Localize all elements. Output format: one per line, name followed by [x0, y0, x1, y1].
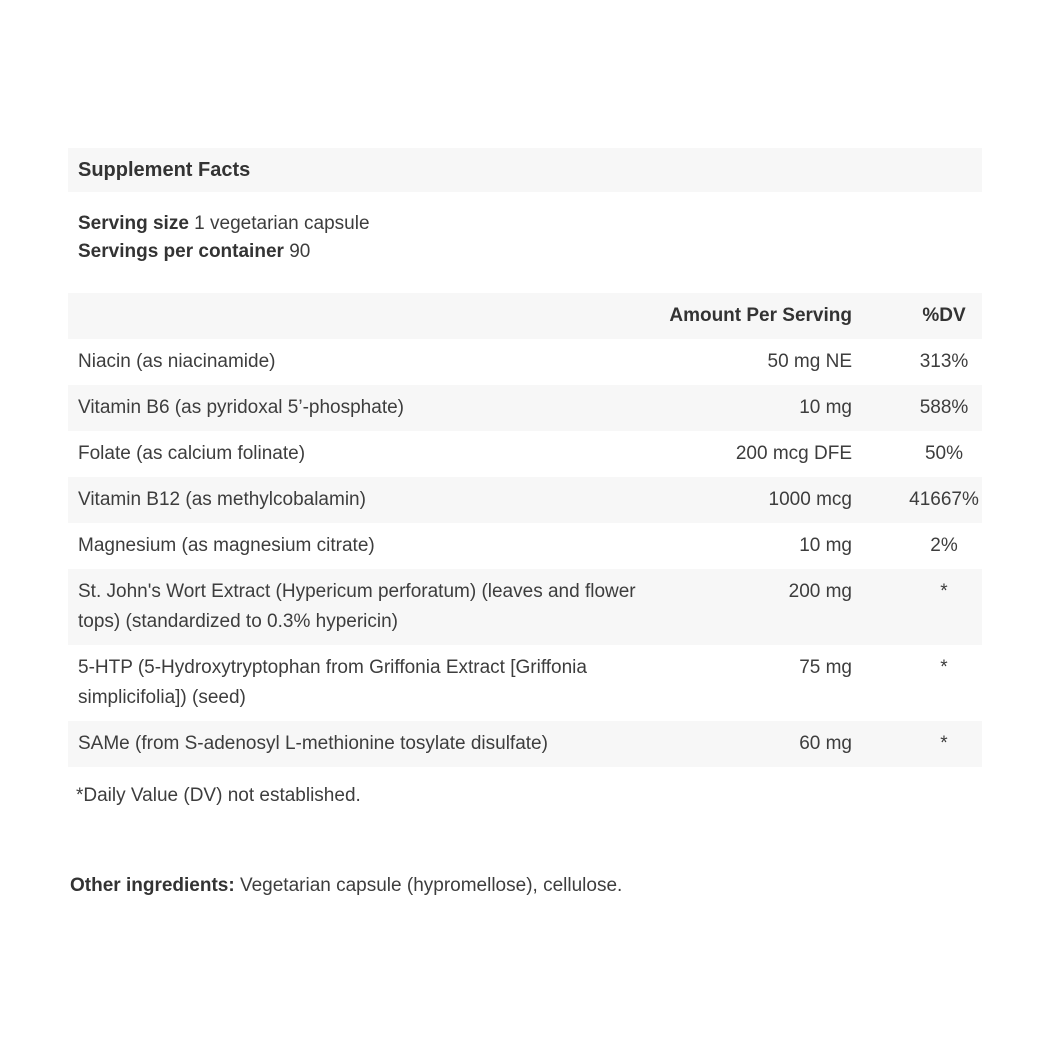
table-row: [68, 477, 982, 523]
serving-size-label: Serving size: [78, 213, 189, 234]
other-ingredients-value: Vegetarian capsule (hypromellose), cellulose.: [239, 875, 623, 896]
ingredient-cell: Vitamin B12 (as methylcobalamin): [78, 489, 366, 510]
table-row: [68, 385, 982, 431]
label-content: [68, 148, 982, 900]
ingredient-cell: Magnesium (as magnesium citrate): [78, 535, 375, 556]
other-ingredients-label: Other ingredients:: [70, 875, 235, 896]
ingredient-cell: Folate (as calcium folinate): [78, 443, 306, 464]
serving-info: [78, 210, 982, 266]
serving-size-line: [78, 210, 982, 238]
amount-cell: 200 mcg DFE: [735, 443, 852, 464]
ingredient-column-header: [68, 293, 638, 339]
amount-cell: 1000 mcg: [768, 489, 852, 510]
servings-per-container-label: Servings per container: [78, 241, 284, 262]
table-row: [68, 523, 982, 569]
ingredient-cell: St. John's Wort Extract (Hypericum perforatum) (leaves and flower tops) (standardized to 0.3% hypericin): [78, 581, 636, 632]
amount-cell: 60 mg: [799, 733, 852, 754]
amount-cell: 10 mg: [799, 397, 852, 418]
dv-cell: *: [940, 581, 948, 602]
table-header: [68, 293, 982, 339]
panel-title: Supplement Facts: [78, 159, 251, 181]
dv-column-header: %DV: [922, 305, 966, 326]
amount-cell: 10 mg: [799, 535, 852, 556]
dv-cell: *: [940, 657, 948, 678]
table-body: [68, 339, 982, 767]
servings-per-container-value: 90: [289, 241, 311, 262]
table-row: [68, 431, 982, 477]
ingredient-cell: 5-HTP (5-Hydroxytryptophan from Griffonia Extract [Griffonia simplicifolia]) (seed): [78, 657, 587, 708]
servings-per-container-line: [78, 238, 982, 266]
amount-per-serving-column-header: Amount Per Serving: [669, 305, 852, 326]
dv-cell: 2%: [930, 535, 958, 556]
table-row: [68, 645, 982, 721]
table-header-row: [68, 293, 982, 339]
other-ingredients-line: [70, 872, 982, 900]
amount-cell: 200 mg: [788, 581, 852, 602]
amount-cell: 75 mg: [799, 657, 852, 678]
dv-cell: 588%: [919, 397, 969, 418]
table-row: [68, 339, 982, 385]
dv-cell: 50%: [924, 443, 964, 464]
table-row: [68, 721, 982, 767]
supplement-facts-title-bar: [68, 148, 982, 192]
amount-cell: 50 mg NE: [767, 351, 852, 372]
dv-cell: 313%: [919, 351, 969, 372]
serving-size-value: 1 vegetarian capsule: [194, 213, 370, 234]
ingredient-cell: Niacin (as niacinamide): [78, 351, 276, 372]
table-row: [68, 569, 982, 645]
supplement-facts-table: [68, 293, 982, 767]
ingredient-cell: Vitamin B6 (as pyridoxal 5’-phosphate): [78, 397, 404, 418]
daily-value-footnote: *Daily Value (DV) not established.: [76, 785, 361, 806]
dv-cell: 41667%: [909, 489, 979, 510]
dv-cell: *: [940, 733, 948, 754]
ingredient-cell: SAMe (from S-adenosyl L-methionine tosylate disulfate): [78, 733, 548, 754]
